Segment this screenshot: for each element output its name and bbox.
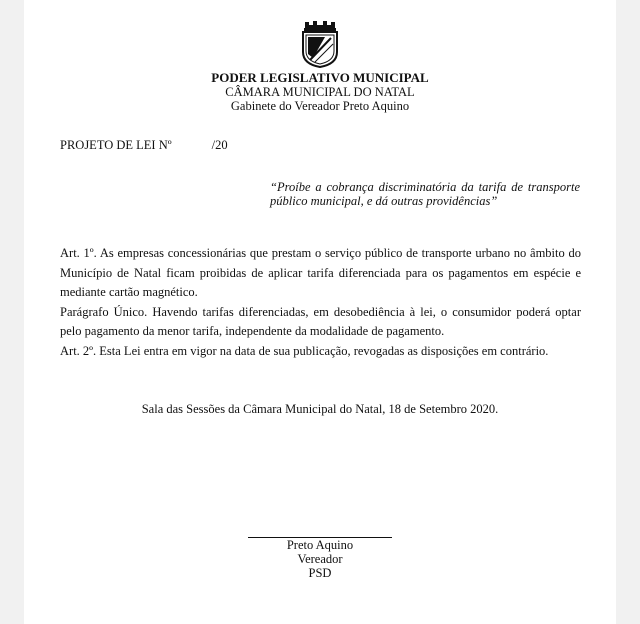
header-office: Gabinete do Vereador Preto Aquino — [230, 99, 410, 113]
signer-party: PSD — [308, 566, 332, 580]
bill-body — [60, 244, 581, 361]
municipal-coat-of-arms-icon — [299, 20, 341, 68]
header-chamber: CÂMARA MUNICIPAL DO NATAL — [225, 85, 415, 99]
bill-number-value: /20 — [211, 138, 228, 152]
article-2: Art. 2º. Esta Lei entra em vigor na data de sua publicação, revogadas as disposições em contrário. — [60, 343, 549, 358]
header-title: PODER LEGISLATIVO MUNICIPAL — [211, 70, 429, 85]
article-1-paragraph: Parágrafo Único. Havendo tarifas diferenciadas, em desobediência à lei, o consumidor poderá optar pelo pagamento da menor tarifa, independente da modalidade de pagamento. — [60, 304, 581, 338]
signature-block — [248, 538, 392, 580]
bill-label: PROJETO DE LEI Nº — [60, 138, 172, 152]
bill-summary: “Proíbe a cobrança discriminatória da tarifa de transporte público municipal, e dá outras providências” — [270, 180, 580, 208]
session-place-date: Sala das Sessões da Câmara Municipal do Natal, 18 de Setembro 2020. — [141, 402, 499, 416]
bill-number — [60, 138, 228, 153]
article-1: Art. 1º. As empresas concessionárias que prestam o serviço público de transporte urbano no âmbito do Município de Natal ficam proibidas de aplicar tarifa diferenciada para os pagamentos em espécie e mediante cartão magnético. — [60, 246, 581, 299]
signer-role: Vereador — [297, 552, 343, 566]
document-header — [0, 71, 640, 113]
signer-name: Preto Aquino — [286, 538, 354, 552]
